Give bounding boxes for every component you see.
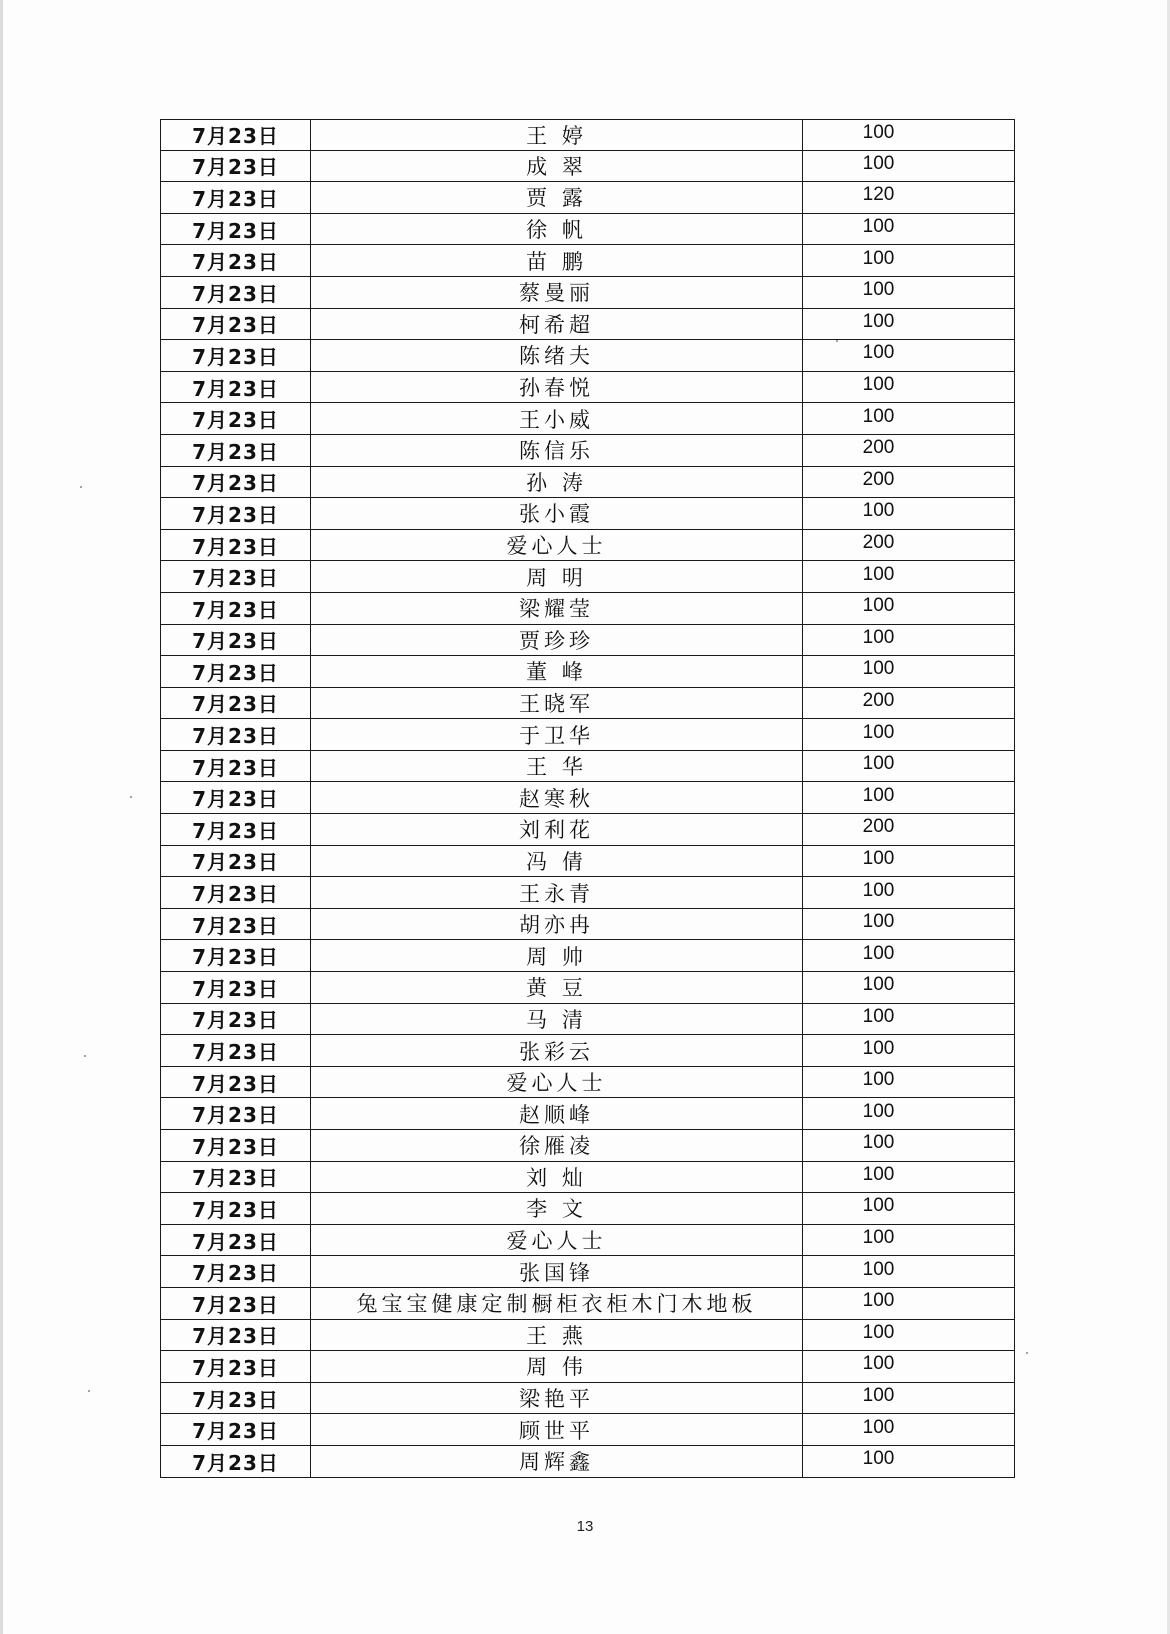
date-cell: 7月23日 <box>161 972 311 1003</box>
amount-cell: 100 <box>862 721 895 743</box>
donor-name-cell: 王永青 <box>311 877 803 908</box>
table-row <box>160 1256 1015 1288</box>
table-row <box>160 1414 1015 1446</box>
donor-name-cell: 爱心人士 <box>311 1067 803 1098</box>
table-row <box>160 1098 1015 1130</box>
donor-name-cell: 成 翠 <box>311 151 803 182</box>
date-cell: 7月23日 <box>161 340 311 371</box>
donor-name-cell: 董 峰 <box>311 656 803 687</box>
date-cell: 7月23日 <box>161 245 311 276</box>
date-cell: 7月23日 <box>161 1320 311 1351</box>
amount-cell: 200 <box>862 437 895 459</box>
table-row <box>160 1162 1015 1194</box>
date-cell: 7月23日 <box>161 782 311 813</box>
amount-cell: 100 <box>862 1132 895 1154</box>
amount-cell: 100 <box>862 1416 895 1438</box>
donation-table <box>160 119 1015 1478</box>
amount-cell: 100 <box>862 753 895 775</box>
date-cell: 7月23日 <box>161 719 311 750</box>
donor-name-cell: 王小威 <box>311 403 803 434</box>
donor-name-cell: 贾 露 <box>311 182 803 213</box>
table-row <box>160 656 1015 688</box>
amount-cell: 100 <box>862 279 895 301</box>
amount-cell: 100 <box>862 1069 895 1091</box>
table-row <box>160 688 1015 720</box>
date-cell: 7月23日 <box>161 277 311 308</box>
donor-name-cell: 爱心人士 <box>311 530 803 561</box>
table-row <box>160 1288 1015 1320</box>
date-cell: 7月23日 <box>161 1193 311 1224</box>
table-row <box>160 1446 1015 1478</box>
table-row <box>160 751 1015 783</box>
page-edge-left <box>0 0 3 1634</box>
date-cell: 7月23日 <box>161 751 311 782</box>
table-row <box>160 1225 1015 1257</box>
table-row <box>160 782 1015 814</box>
donor-name-cell: 苗 鹏 <box>311 245 803 276</box>
scan-speck <box>836 340 838 342</box>
donor-name-cell: 冯 倩 <box>311 846 803 877</box>
amount-cell: 100 <box>862 247 895 269</box>
date-cell: 7月23日 <box>161 846 311 877</box>
date-cell: 7月23日 <box>161 1035 311 1066</box>
date-cell: 7月23日 <box>161 214 311 245</box>
amount-cell: 100 <box>862 500 895 522</box>
date-cell: 7月23日 <box>161 403 311 434</box>
amount-cell: 100 <box>862 563 895 585</box>
donor-name-cell: 陈绪夫 <box>311 340 803 371</box>
table-row <box>160 1035 1015 1067</box>
amount-cell: 200 <box>862 532 895 554</box>
scan-speck <box>84 1055 86 1057</box>
date-cell: 7月23日 <box>161 1256 311 1287</box>
donor-name-cell: 蔡曼丽 <box>311 277 803 308</box>
date-cell: 7月23日 <box>161 1383 311 1414</box>
table-row <box>160 561 1015 593</box>
donor-name-cell: 周 明 <box>311 561 803 592</box>
table-row <box>160 909 1015 941</box>
date-cell: 7月23日 <box>161 151 311 182</box>
amount-cell: 100 <box>862 942 895 964</box>
table-row <box>160 1383 1015 1415</box>
date-cell: 7月23日 <box>161 309 311 340</box>
table-row <box>160 1320 1015 1352</box>
donor-name-cell: 陈信乐 <box>311 435 803 466</box>
amount-cell: 100 <box>862 1385 895 1407</box>
table-row <box>160 877 1015 909</box>
date-cell: 7月23日 <box>161 909 311 940</box>
date-cell: 7月23日 <box>161 467 311 498</box>
donor-name-cell: 黄 豆 <box>311 972 803 1003</box>
donor-name-cell: 张国锋 <box>311 1256 803 1287</box>
table-row <box>160 403 1015 435</box>
amount-cell: 200 <box>862 689 895 711</box>
date-cell: 7月23日 <box>161 1130 311 1161</box>
amount-cell: 120 <box>862 184 895 206</box>
date-cell: 7月23日 <box>161 530 311 561</box>
donor-name-cell: 张彩云 <box>311 1035 803 1066</box>
scan-speck <box>88 1390 90 1392</box>
donor-name-cell: 张小霞 <box>311 498 803 529</box>
table-row <box>160 1004 1015 1036</box>
table-row <box>160 467 1015 499</box>
amount-cell: 100 <box>862 1037 895 1059</box>
donor-name-cell: 王 燕 <box>311 1320 803 1351</box>
donor-name-cell: 周辉鑫 <box>311 1446 803 1477</box>
donor-name-cell: 顾世平 <box>311 1414 803 1445</box>
donor-name-cell: 徐雁凌 <box>311 1130 803 1161</box>
amount-cell: 200 <box>862 468 895 490</box>
table-row <box>160 214 1015 246</box>
table-row <box>160 1351 1015 1383</box>
scan-speck <box>80 486 82 488</box>
date-cell: 7月23日 <box>161 1098 311 1129</box>
amount-cell: 100 <box>862 1290 895 1312</box>
amount-cell: 100 <box>862 1353 895 1375</box>
donor-name-cell: 徐 帆 <box>311 214 803 245</box>
table-row <box>160 151 1015 183</box>
donor-name-cell: 梁耀莹 <box>311 593 803 624</box>
scan-speck <box>130 796 132 798</box>
table-row <box>160 1130 1015 1162</box>
donor-name-cell: 梁艳平 <box>311 1383 803 1414</box>
amount-cell: 100 <box>862 310 895 332</box>
donor-name-cell: 王 华 <box>311 751 803 782</box>
date-cell: 7月23日 <box>161 814 311 845</box>
amount-cell: 100 <box>862 1448 895 1470</box>
donor-name-cell: 于卫华 <box>311 719 803 750</box>
table-row <box>160 1067 1015 1099</box>
amount-cell: 100 <box>862 1227 895 1249</box>
donor-name-cell: 爱心人士 <box>311 1225 803 1256</box>
table-row <box>160 372 1015 404</box>
table-row <box>160 1193 1015 1225</box>
table-row <box>160 277 1015 309</box>
date-cell: 7月23日 <box>161 1225 311 1256</box>
amount-cell: 100 <box>862 974 895 996</box>
date-cell: 7月23日 <box>161 1162 311 1193</box>
amount-cell: 100 <box>862 784 895 806</box>
amount-cell: 100 <box>862 879 895 901</box>
amount-cell: 100 <box>862 1005 895 1027</box>
amount-cell: 100 <box>862 152 895 174</box>
date-cell: 7月23日 <box>161 1351 311 1382</box>
date-cell: 7月23日 <box>161 688 311 719</box>
date-cell: 7月23日 <box>161 561 311 592</box>
date-cell: 7月23日 <box>161 435 311 466</box>
page-number: 13 <box>576 1518 594 1535</box>
amount-cell: 100 <box>862 1258 895 1280</box>
amount-cell: 100 <box>862 595 895 617</box>
amount-cell: 100 <box>862 626 895 648</box>
date-cell: 7月23日 <box>161 120 311 150</box>
table-row <box>160 593 1015 625</box>
amount-cell: 100 <box>862 1163 895 1185</box>
date-cell: 7月23日 <box>161 1067 311 1098</box>
amount-cell: 100 <box>862 216 895 238</box>
donor-name-cell: 孙 涛 <box>311 467 803 498</box>
amount-cell: 100 <box>862 374 895 396</box>
donor-name-cell: 刘 灿 <box>311 1162 803 1193</box>
amount-cell: 100 <box>862 911 895 933</box>
donor-name-cell: 周 帅 <box>311 940 803 971</box>
donor-name-cell: 周 伟 <box>311 1351 803 1382</box>
table-row <box>160 498 1015 530</box>
table-row <box>160 972 1015 1004</box>
date-cell: 7月23日 <box>161 940 311 971</box>
table-row <box>160 435 1015 467</box>
donor-name-cell: 李 文 <box>311 1193 803 1224</box>
donor-name-cell: 赵寒秋 <box>311 782 803 813</box>
date-cell: 7月23日 <box>161 1004 311 1035</box>
table-row <box>160 719 1015 751</box>
amount-cell: 100 <box>862 1321 895 1343</box>
amount-cell: 100 <box>862 121 895 143</box>
table-row <box>160 340 1015 372</box>
donor-name-cell: 王晓军 <box>311 688 803 719</box>
amount-cell: 100 <box>862 405 895 427</box>
donor-name-cell: 孙春悦 <box>311 372 803 403</box>
amount-cell: 100 <box>862 1195 895 1217</box>
amount-cell: 100 <box>862 342 895 364</box>
donor-name-cell: 王 婷 <box>311 120 803 150</box>
date-cell: 7月23日 <box>161 1414 311 1445</box>
table-row <box>160 119 1015 151</box>
date-cell: 7月23日 <box>161 656 311 687</box>
donor-name-cell: 赵顺峰 <box>311 1098 803 1129</box>
date-cell: 7月23日 <box>161 498 311 529</box>
table-row <box>160 940 1015 972</box>
date-cell: 7月23日 <box>161 1446 311 1477</box>
date-cell: 7月23日 <box>161 182 311 213</box>
amount-cell: 200 <box>862 816 895 838</box>
table-row <box>160 182 1015 214</box>
table-row <box>160 846 1015 878</box>
donor-name-cell: 兔宝宝健康定制橱柜衣柜木门木地板 <box>311 1288 803 1319</box>
amount-cell: 100 <box>862 658 895 680</box>
table-row <box>160 530 1015 562</box>
donor-name-cell: 柯希超 <box>311 309 803 340</box>
table-row <box>160 625 1015 657</box>
scan-speck <box>1026 1352 1028 1354</box>
date-cell: 7月23日 <box>161 372 311 403</box>
date-cell: 7月23日 <box>161 625 311 656</box>
table-row <box>160 309 1015 341</box>
table-row <box>160 814 1015 846</box>
donor-name-cell: 胡亦冉 <box>311 909 803 940</box>
table-row <box>160 245 1015 277</box>
donor-name-cell: 马 清 <box>311 1004 803 1035</box>
date-cell: 7月23日 <box>161 1288 311 1319</box>
date-cell: 7月23日 <box>161 593 311 624</box>
donor-name-cell: 贾珍珍 <box>311 625 803 656</box>
amount-cell: 100 <box>862 1100 895 1122</box>
donor-name-cell: 刘利花 <box>311 814 803 845</box>
amount-cell: 100 <box>862 847 895 869</box>
date-cell: 7月23日 <box>161 877 311 908</box>
